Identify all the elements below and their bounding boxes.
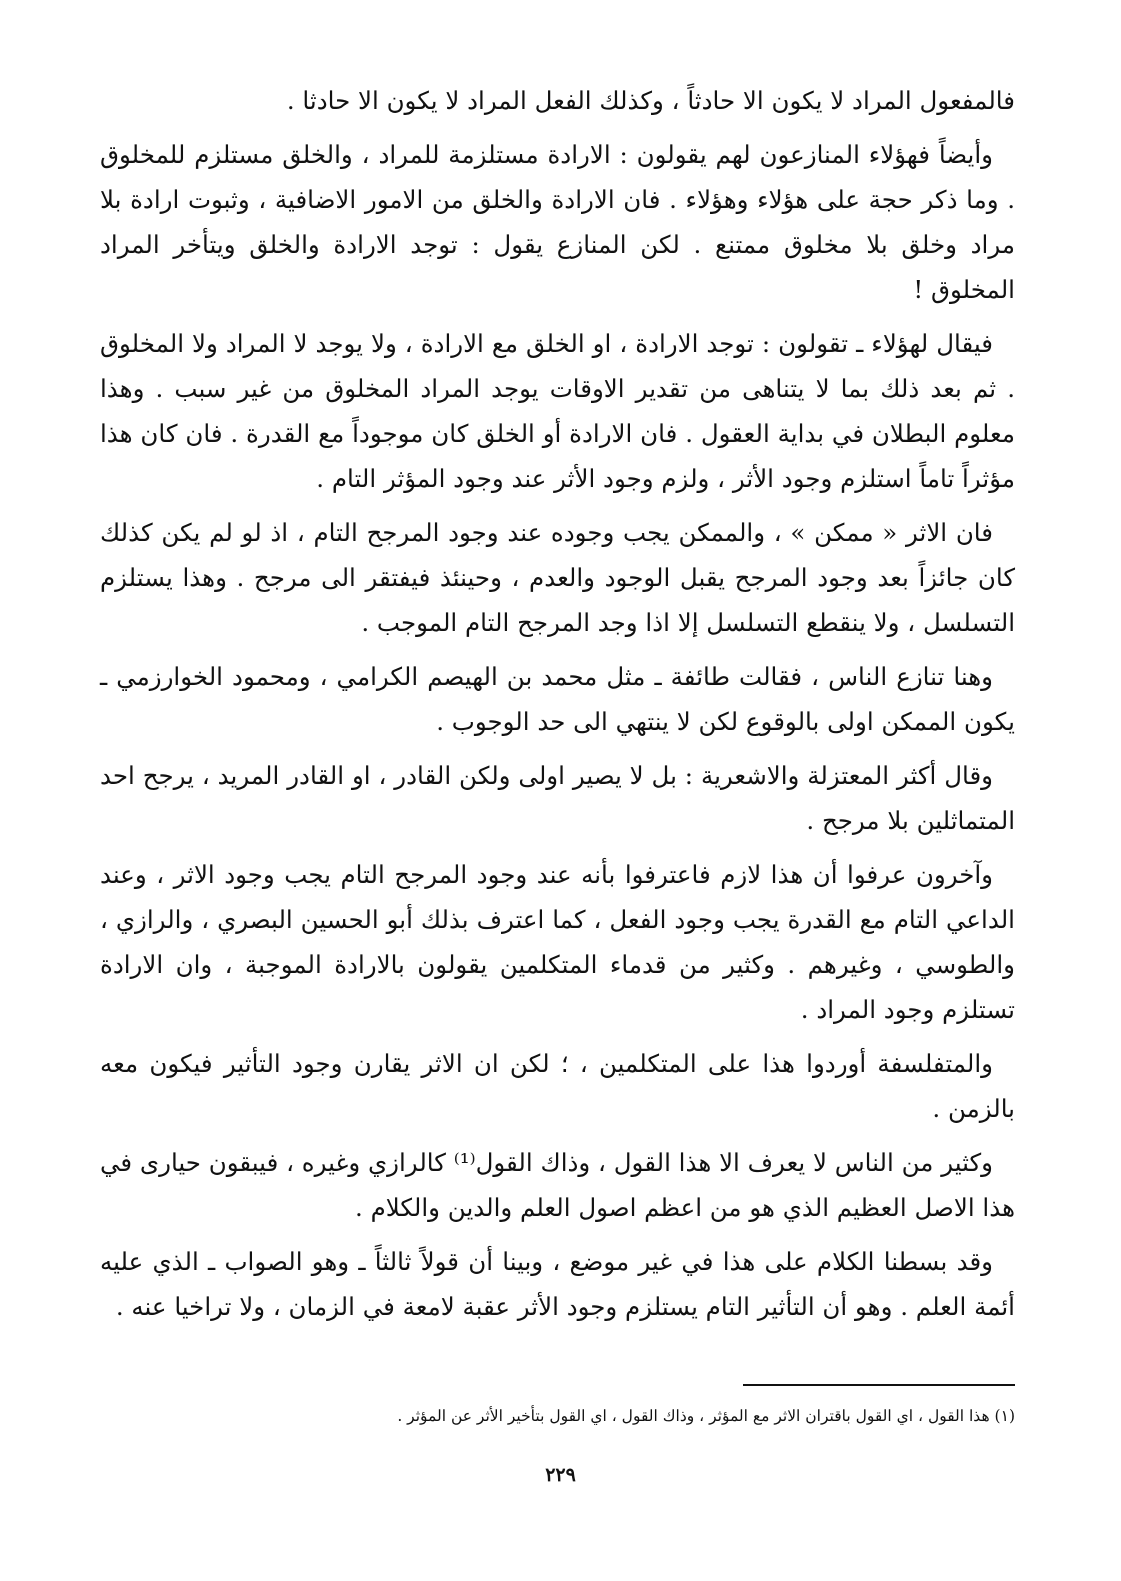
paragraph: والمتفلسفة أوردوا هذا على المتكلمين ، ؛ لكن ان الاثر يقارن وجود التأثير فيكون معه بالزمن . (100, 1049, 1015, 1123)
paragraph: فيقال لهؤلاء ـ تقولون : توجد الارادة ، او الخلق مع الارادة ، ولا يوجد لا المراد ولا المخلوق . ثم بعد ذلك بما لا يتناهى من تقدير الاوقات يوجد المراد المخلوق من غير سبب . وهذا معلوم البطلان في بداية العقول . فان الارادة أو الخلق كان موجوداً مع القدرة . فان كان هذا مؤثراً تاماً استلزم وجود الأثر ، ولزم وجود الأثر عند وجود المؤثر التام . (100, 329, 1015, 493)
paragraph: وكثير من الناس لا يعرف الا هذا القول ، وذاك القول⁽¹⁾ كالرازي وغيره ، فيبقون حيارى في هذا الاصل العظيم الذي هو من اعظم اصول العلم والدين والكلام . (100, 1148, 1015, 1222)
page-number: ٢٢٩ (545, 1464, 576, 1486)
paragraph: فالمفعول المراد لا يكون الا حادثاً ، وكذلك الفعل المراد لا يكون الا حادثا . (286, 86, 1015, 115)
footnote: (١) هذا القول ، اي القول باقتران الاثر مع المؤثر ، وذاك القول ، اي القول بتأخير الأثر عن المؤثر . (397, 1407, 1015, 1425)
paragraph: وهنا تنازع الناس ، فقالت طائفة ـ مثل محمد بن الهيصم الكرامي ، ومحمود الخوارزمي ـ يكون الممكن اولى بالوقوع لكن لا ينتهي الى حد الوجوب . (100, 662, 1015, 736)
paragraph: وقد بسطنا الكلام على هذا في غير موضع ، وبينا أن قولاً ثالثاً ـ وهو الصواب ـ الذي عليه أئمة العلم . وهو أن التأثير التام يستلزم وجود الأثر عقبة لامعة في الزمان ، ولا تراخيا عنه . (100, 1247, 1015, 1321)
paragraph: وأيضاً فهؤلاء المنازعون لهم يقولون : الارادة مستلزمة للمراد ، والخلق مستلزم للمخلوق . وما ذكر حجة على هؤلاء وهؤلاء . فان الارادة والخلق من الامور الاضافية ، وثبوت ارادة بلا مراد وخلق بلا مخلوق ممتنع . لكن المنازع يقول : توجد الارادة والخلق ويتأخر المراد المخلوق ! (100, 140, 1015, 304)
page-body (100, 78, 1015, 1338)
footnote-separator (743, 1384, 1015, 1386)
paragraph: فان الاثر « ممكن » ، والممكن يجب وجوده عند وجود المرجح التام ، اذ لو لم يكن كذلك كان جائزاً بعد وجود المرجح يقبل الوجود والعدم ، وحينئذ فيفتقر الى مرجح . وهذا يستلزم التسلسل ، ولا ينقطع التسلسل إلا اذا وجد المرجح التام الموجب . (100, 518, 1015, 637)
paragraph: وآخرون عرفوا أن هذا لازم فاعترفوا بأنه عند وجود المرجح التام يجب وجود الاثر ، وعند الداعي التام مع القدرة يجب وجود الفعل ، كما اعترف بذلك أبو الحسين البصري ، والرازي ، والطوسي ، وغيرهم . وكثير من قدماء المتكلمين يقولون بالارادة الموجبة ، وان الارادة تستلزم وجود المراد . (100, 860, 1015, 1024)
paragraph: وقال أكثر المعتزلة والاشعرية : بل لا يصير اولى ولكن القادر ، او القادر المريد ، يرجح احد المتماثلين بلا مرجح . (100, 761, 1015, 835)
